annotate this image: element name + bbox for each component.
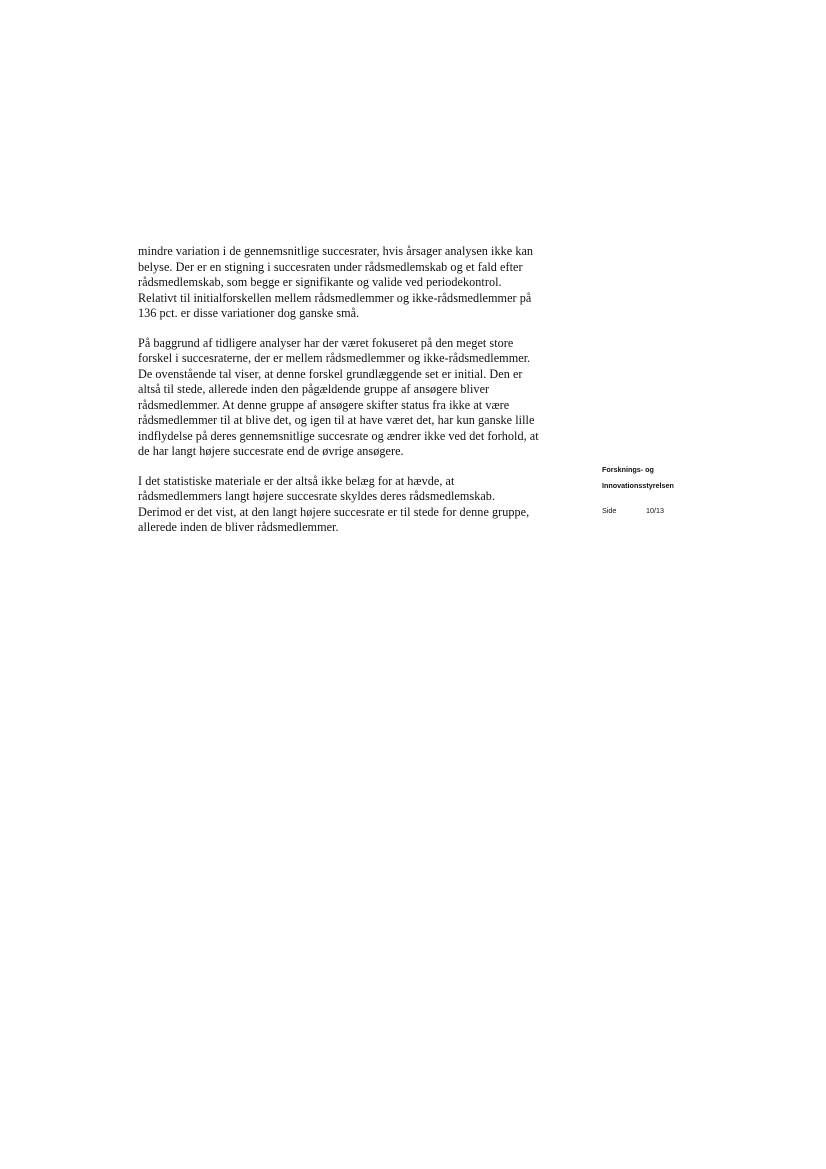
organization-name-line-1: Forsknings- og [602,465,654,474]
text-line: forskel i succesraterne, der er mellem rådsmedlemmer og ikke-rådsmedlemmer. [138,351,531,365]
text-line: rådsmedlemmers langt højere succesrate skyldes deres rådsmedlemskab. [138,489,496,503]
paragraph-1 [138,244,588,322]
text-line: rådsmedlemmer. At denne gruppe af ansøgere skifter status fra ikke at være [138,397,510,412]
text-line: Relativt til initialforskellen mellem rådsmedlemmer og ikke-rådsmedlemmer på [138,290,532,305]
text-line: I det statistiske materiale er der altså ikke belæg for at hævde, at [138,473,455,488]
text-line: 136 pct. er disse variationer dog ganske små. [138,306,360,320]
text-line: de har langt højere succesrate end de øvrige ansøgere. [138,444,404,458]
text-line: altså til stede, allerede inden den pågældende gruppe af ansøgere bliver [138,382,490,396]
text-line: allerede inden de bliver rådsmedlemmer. [138,520,339,534]
page-number: 10/13 [646,506,664,515]
text-line: Derimod er det vist, at den langt højere succesrate er til stede for denne gruppe, [138,504,530,519]
text-line: rådsmedlemmer til at blive det, og igen til at have været det, har kun ganske lille [138,413,535,427]
text-line: indflydelse på deres gennemsnitlige succesrate og ændrer ikke ved det forhold, at [138,428,539,443]
paragraph-3 [138,474,588,536]
text-line: belyse. Der er en stigning i succesraten under rådsmedlemskab og et fald efter [138,259,523,274]
page-label: Side [602,506,617,515]
page-reference [602,506,664,515]
text-line: De ovenstående tal viser, at denne forskel grundlæggende set er initial. Den er [138,366,523,381]
body-text [138,244,588,550]
organization-sidebar [602,462,722,494]
paragraph-2 [138,336,588,460]
text-line: På baggrund af tidligere analyser har der været fokuseret på den meget store [138,335,514,350]
text-line: rådsmedlemskab, som begge er signifikante og valide ved periodekontrol. [138,275,502,289]
text-line: mindre variation i de gennemsnitlige succesrater, hvis årsager analysen ikke kan [138,244,534,258]
organization-name-line-2: Innovationsstyrelsen [602,481,674,490]
